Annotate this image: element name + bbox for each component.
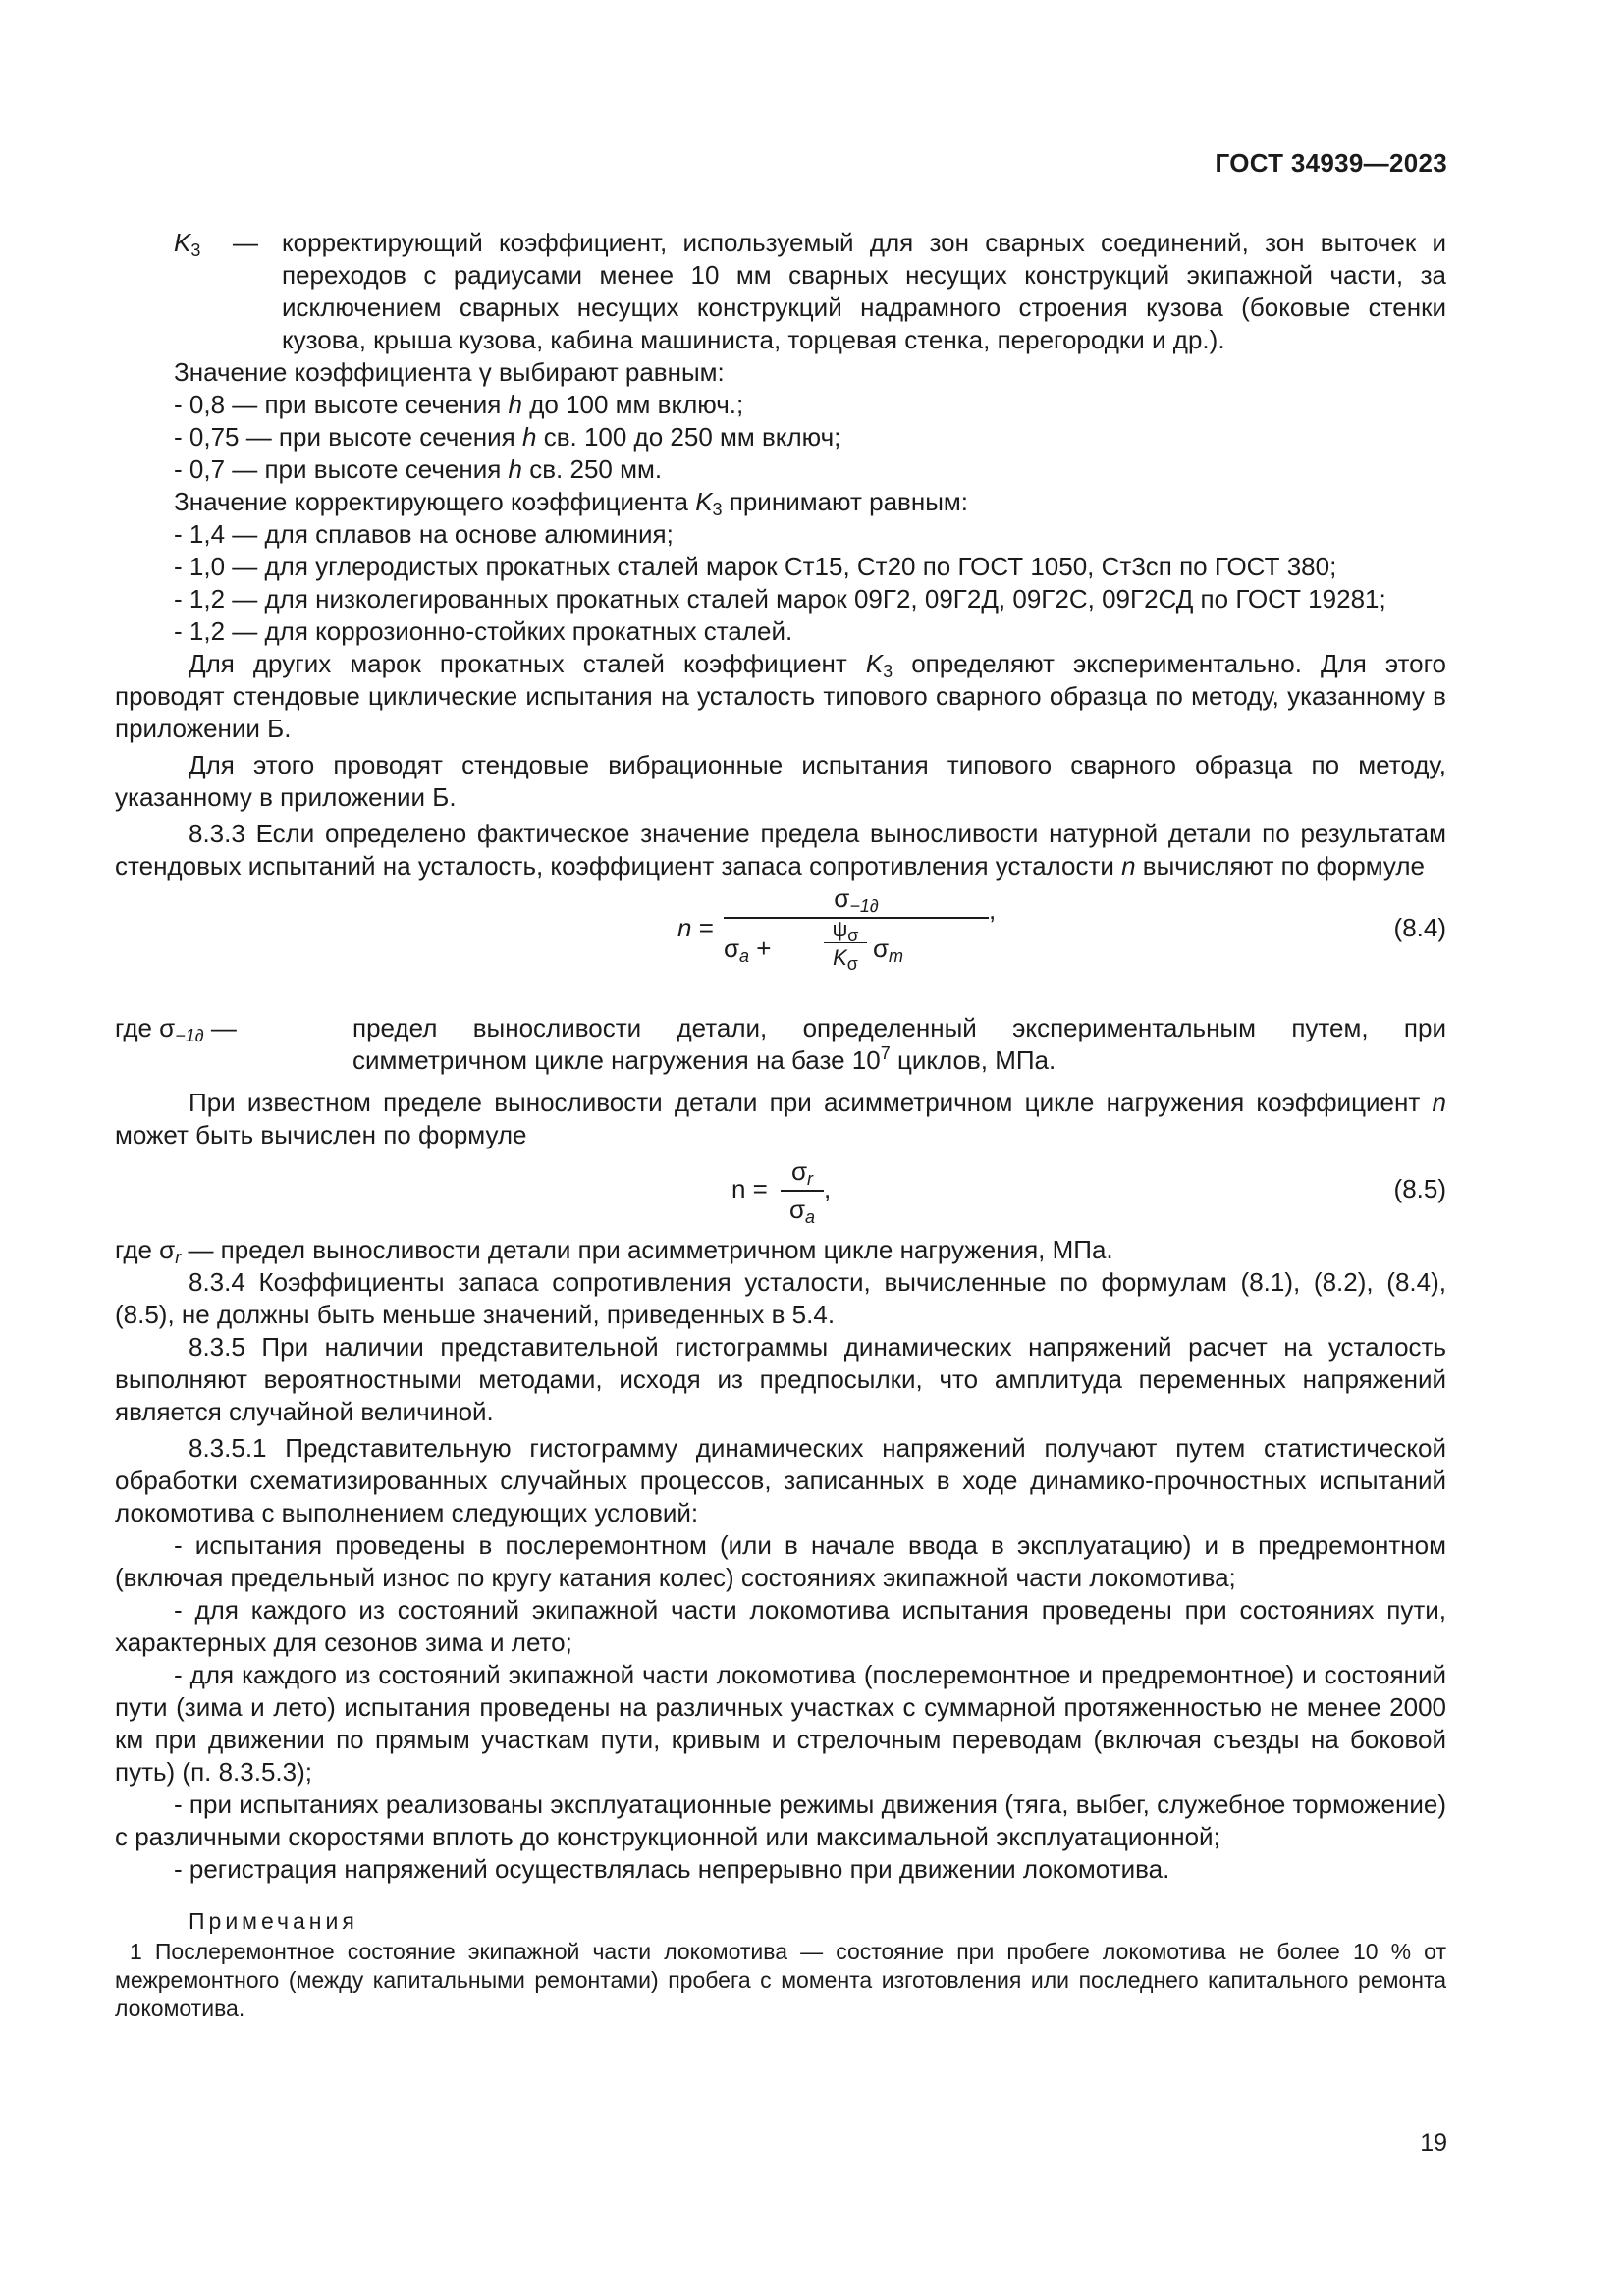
conditions-list xyxy=(115,1529,1446,1886)
condition-item: - регистрация напряжений осуществлялась непрерывно при движении локомотива. xyxy=(174,1854,1170,1884)
condition-item: - для каждого из состояний экипажной части локомотива испытания проведены при состояниях пути, характерных для сезонов зима и лето; xyxy=(115,1595,1446,1657)
notes-title: Примечания xyxy=(189,1908,358,1934)
gamma-item: - 0,75 — при высоте сечения h св. 100 до 250 мм включ; xyxy=(174,422,841,452)
k3-values-list xyxy=(115,518,1446,648)
formula-8-5-where: где $\sigma_r$ — предел выносливости детали при асимметричном цикле нагружения, МПа. xyxy=(115,1235,1113,1267)
document-id: ГОСТ 34939—2023 xyxy=(1215,148,1447,178)
asymmetric-paragraph: При известном пределе выносливости детали при асимметричном цикле нагружения коэффициент n может быть вычислен по формуле xyxy=(115,1088,1446,1149)
formula-8-4-psi-fraction: $\psi_\sigma$ $K_\sigma$ xyxy=(824,917,867,971)
page-content xyxy=(115,227,1446,2023)
gamma-item: - 0,8 — при высоте сечения h до 100 мм включ.; xyxy=(174,390,744,419)
k3-value-item: - 1,4 — для сплавов на основе алюминия; xyxy=(174,519,674,549)
gamma-list xyxy=(115,389,1446,486)
where-definition-sigma-1d: предел выносливости детали, определенный экспериментальным путем, при симметричном цикле нагружения на базе $10^7$ циклов, МПа. xyxy=(352,1013,1446,1075)
k3-definition xyxy=(115,227,1446,356)
clause-8-3-5: 8.3.5 При наличии представительной гистограммы динамических напряжений расчет на усталость выполняют вероятностными методами, исходя из предпосылки, что амплитуда переменных напряжений является случайной величиной. xyxy=(115,1332,1446,1426)
clause-8-3-4: 8.3.4 Коэффициенты запаса сопротивления усталости, вычисленные по формулам (8.1), (8.2), (8.4), (8.5), не должны быть меньше значений, приведенных в 5.4. xyxy=(115,1267,1446,1329)
clause-8-3-3: 8.3.3 Если определено фактическое значение предела выносливости натурной детали по результатам стендовых испытаний на усталость, коэффициент запаса сопротивления усталости n вычисляют по формуле xyxy=(115,819,1446,881)
k3-symbol: $K_3$ xyxy=(174,228,201,260)
formula-8-5-fraction: $\sigma_r$ $\sigma_a$ xyxy=(781,1155,824,1226)
condition-item: - испытания проведены в послеремонтном (или в начале ввода в эксплуатацию) и в предремонтном (включая предельный износ по кругу катания колес) состояниях экипажной части локомотива; xyxy=(115,1530,1446,1592)
vibration-paragraph: Для этого проводят стендовые вибрационные испытания типового сварного образца по методу, указанному в приложении Б. xyxy=(115,750,1446,812)
formula-8-4-number: (8.4) xyxy=(1393,913,1446,942)
clause-8-3-5-1: 8.3.5.1 Представительную гистограмму динамических напряжений получают путем статистической обработки схематизированных случайных процессов, записанных в ходе динамико-прочностных испытаний локомотива с выполнением следующих условий: xyxy=(115,1433,1446,1527)
formula-8-5: n = $\sigma_r$ $\sigma_a$ , (8.5) xyxy=(731,1156,1446,1227)
page-number: 19 xyxy=(1420,2129,1447,2157)
note-item: 1 Послеремонтное состояние экипажной части локомотива — состояние при пробеге локомотива не более 10 % от межремонтного (между капитальными ремонтами) пробега с момента изготовления или последнего капитального ремонта локомотива. xyxy=(115,1939,1446,2021)
k3-dash: — xyxy=(233,228,258,257)
where-symbol-sigma-1d: где $\sigma_{-1\partial}$ — xyxy=(115,1013,237,1045)
k3-value-item: - 1,2 — для низколегированных прокатных сталей марок 09Г2, 09Г2Д, 09Г2С, 09Г2СД по ГОСТ 19281; xyxy=(174,584,1386,614)
formula-8-4: n = $\sigma_{-1\partial}$ $\sigma_a$ + $\psi_\sigma$ $K_\sigma$ $\sigma_m$ , (8.4) xyxy=(115,882,1446,998)
formula-8-5-number: (8.5) xyxy=(1393,1174,1446,1203)
k3-definition-text: корректирующий коэффициент, используемый для зон сварных соединений, зон выточек и переходов с радиусами менее 10 мм сварных несущих конструкций экипажной части, за исключением сварных несущих конструкций надрамного строения кузова (боковые стенки кузова, крыша кузова, кабина машиниста, торцевая стенка, перегородки и др.). xyxy=(282,228,1446,354)
other-grades-paragraph: Для других марок прокатных сталей коэффициент $K_3$ определяют экспериментально. Для этого проводят стендовые циклические испытания на усталость типового сварного образца по методу, указанному в приложении Б. xyxy=(115,649,1446,743)
condition-item: - при испытаниях реализованы эксплуатационные режимы движения (тяга, выбег, служебное торможение) с различными скоростями вплоть до конструкционной или максимальной эксплуатационной; xyxy=(115,1789,1446,1851)
formula-8-4-numerator: $\sigma_{-1\partial}$ xyxy=(834,883,879,916)
formula-8-4-denominator: $\sigma_a$ + $\psi_\sigma$ $K_\sigma$ $\sigma_m$ xyxy=(724,917,904,974)
gamma-item: - 0,7 — при высоте сечения h св. 250 мм. xyxy=(174,454,663,484)
k3-value-item: - 1,0 — для углеродистых прокатных сталей марок Ст15, Ст20 по ГОСТ 1050, Ст3сп по ГОСТ 380; xyxy=(174,552,1337,581)
k3-values-intro: Значение корректирующего коэффициента $K_3$ принимают равным: xyxy=(174,487,968,519)
gamma-intro: Значение коэффициента γ выбирают равным: xyxy=(174,357,725,387)
notes-list xyxy=(115,1938,1446,2023)
formula-8-5-lhs: n = xyxy=(731,1174,768,1203)
k3-value-item: - 1,2 — для коррозионно-стойких прокатных сталей. xyxy=(174,616,793,646)
formula-8-4-lhs: n = xyxy=(677,913,714,942)
formula-8-4-where xyxy=(115,1012,1446,1077)
formula-8-4-fraction xyxy=(724,882,989,995)
condition-item: - для каждого из состояний экипажной части локомотива (послеремонтное и предремонтное) и состояний пути (зима и лето) испытания проведены на различных участках с суммарной протяженностью не менее 2000 км при движении по прямым участкам пути, кривым и стрелочным переводам (включая съезды на боковой путь) (п. 8.3.5.3); xyxy=(115,1660,1446,1787)
